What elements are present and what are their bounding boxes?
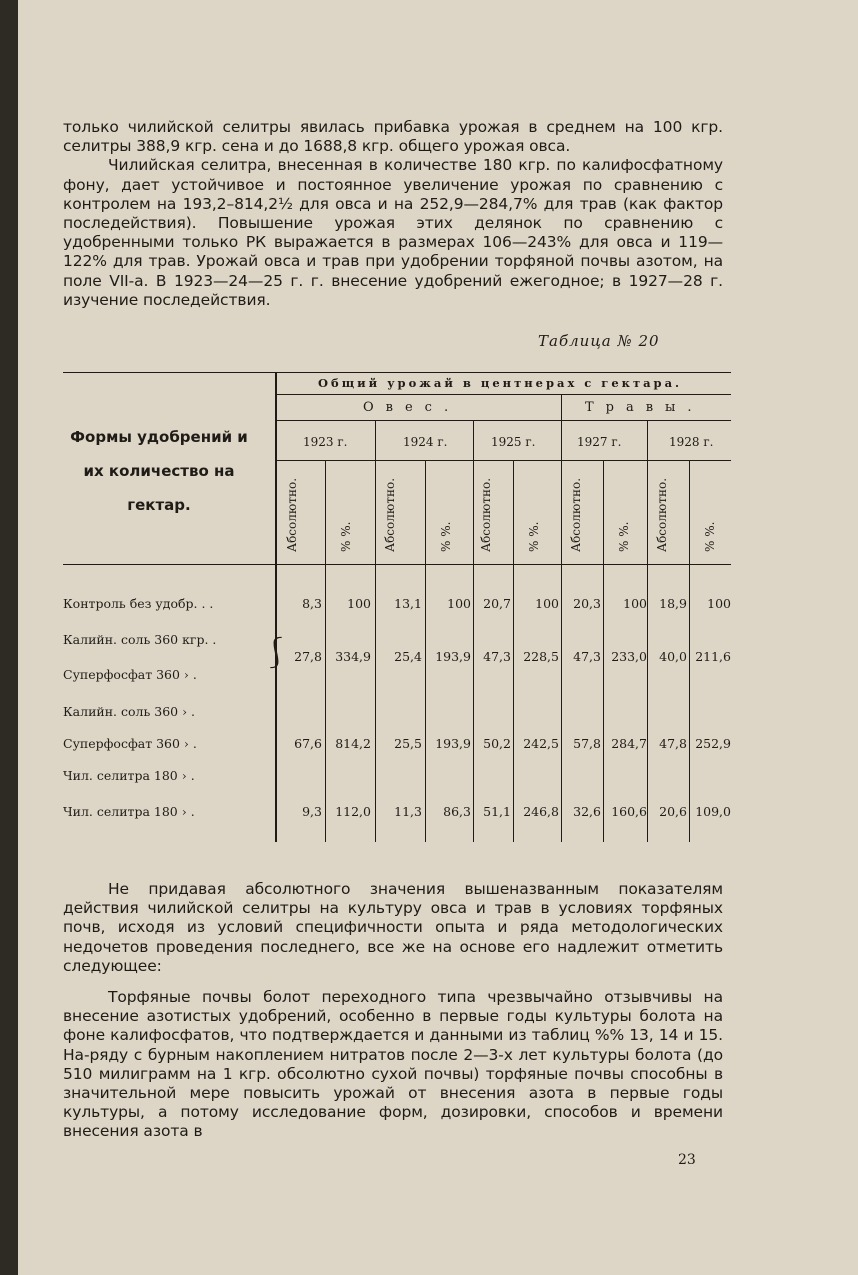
pct-header: % %.	[439, 521, 453, 552]
table-cell: 40,0	[659, 649, 687, 664]
brace: ⎰	[261, 636, 291, 671]
row-label: Калийн. соль 360 › .	[63, 704, 196, 719]
year-1923: 1923 г.	[303, 435, 348, 449]
table-cell: 334,9	[335, 649, 371, 664]
table-cell: 252,9	[695, 736, 731, 751]
table-cell: 160,6	[611, 804, 647, 819]
row-label: Суперфосфат 360 › .	[63, 736, 197, 751]
year-1927: 1927 г.	[577, 435, 622, 449]
paragraph-bottom-1: Не придавая абсолютного значения вышеназванным показателям действия чилийской селитры на культуру овса и трав в условиях торфяных почв, исходя из условий специфичности опыта и ряда методологических недочетов проведения последнего, все же на основе его надлежит отметить следующее:	[63, 880, 723, 975]
crop-rule	[275, 420, 731, 421]
paragraph-top-1: только чилийской селитры явилась прибавка урожая в среднем на 100 кгр. селитры 388,9 кгр. сена и до 1688,8 кгр. общего урожая овса.	[63, 118, 723, 156]
table-cell: 100	[447, 596, 471, 611]
table-cell: 100	[347, 596, 371, 611]
paragraph-bottom-2: Торфяные почвы болот переходного типа чрезвычайно отзывчивы на внесение азотистых удобрений, особенно в первые годы культуры болота на фоне калифосфатов, что подтверждается и данными из таблиц %% 13, 14 и 15. На-ряду с бурным накоплением нитратов после 2—3-х лет культуры болота (до 510 милиграмм на 1 кгр. обсолютно сухой почвы) торфяные почвы способны в значительной мере повысить урожай от внесения азота в первые годы культуры, а потому исследование форм, дозировки, способов и времени внесения азота в	[63, 988, 723, 1141]
grass-header: Травы.	[585, 400, 704, 415]
table-cell: 25,5	[394, 736, 422, 751]
table-cell: 100	[623, 596, 647, 611]
year-1928: 1928 г.	[669, 435, 714, 449]
abs-header: Абсолютно.	[285, 477, 299, 552]
table-cell: 18,9	[659, 596, 687, 611]
year-1924: 1924 г.	[403, 435, 448, 449]
year-divider	[647, 420, 648, 842]
table-cell: 11,3	[394, 804, 422, 819]
table-cell: 228,5	[523, 649, 559, 664]
abs-header: Абсолютно.	[479, 477, 493, 552]
pct-header: % %.	[703, 521, 717, 552]
table-cell: 211,6	[695, 649, 731, 664]
row-label: Суперфосфат 360 › .	[63, 667, 197, 682]
paragraph-top-2: Чилийская селитра, внесенная в количестве 180 кгр. по калифосфатному фону, дает устойчивое и постоянное увеличение урожая по сравнению с контролем на 193,2–814,2½ для овса и на 252,9—284,7% для трав (как фактор последействия). Повышение урожая этих делянок по сравнению с удобренными только РК выражается в размерах 106—243% для овса и 119—122% для трав. Урожай овса и трав при удобрении торфяной почвы азотом, на поле VII-а. В 1923—24—25 г. г. внесение удобрений ежегодное; в 1927—28 г. изучение последействия.	[63, 156, 723, 309]
table-cell: 47,8	[659, 736, 687, 751]
table-cell: 86,3	[443, 804, 471, 819]
year-rule	[275, 460, 731, 461]
pct-header: % %.	[617, 521, 631, 552]
table-cell: 67,6	[294, 736, 322, 751]
table-cell: 13,1	[394, 596, 422, 611]
table-cell: 20,7	[483, 596, 511, 611]
abs-header: Абсолютно.	[655, 477, 669, 552]
table-cell: 246,8	[523, 804, 559, 819]
table-cell: 109,0	[695, 804, 731, 819]
row-label: Контроль без удобр. . .	[63, 596, 214, 611]
table-cell: 193,9	[435, 649, 471, 664]
year-divider	[375, 420, 376, 842]
bottom-text	[63, 880, 723, 1142]
table-cell: 25,4	[394, 649, 422, 664]
oats-grass-divider	[561, 394, 562, 842]
table-caption: Таблица № 20	[538, 332, 660, 350]
top-text	[63, 118, 723, 310]
year-1925: 1925 г.	[491, 435, 536, 449]
table-cell: 27,8	[294, 649, 322, 664]
page-number: 23	[678, 1152, 696, 1168]
table-cell: 47,3	[573, 649, 601, 664]
table-top-rule	[63, 372, 731, 373]
table-cell: 57,8	[573, 736, 601, 751]
table-cell: 47,3	[483, 649, 511, 664]
table-cell: 233,0	[611, 649, 647, 664]
table-cell: 242,5	[523, 736, 559, 751]
abs-header: Абсолютно.	[383, 477, 397, 552]
table-cell: 100	[535, 596, 559, 611]
data-table	[63, 372, 731, 842]
table-cell: 20,6	[659, 804, 687, 819]
page	[18, 0, 858, 1275]
table-cell: 112,0	[335, 804, 371, 819]
table-cell: 193,9	[435, 736, 471, 751]
header-bottom-rule	[63, 564, 731, 565]
group-header: Общий урожай в центнерах с гектара.	[318, 376, 683, 390]
table-cell: 32,6	[573, 804, 601, 819]
pct-header: % %.	[527, 521, 541, 552]
table-cell: 51,1	[483, 804, 511, 819]
row-header: Формы удобрений и их количество на гектар.	[70, 428, 248, 514]
table-cell: 8,3	[302, 596, 322, 611]
year-divider	[473, 420, 474, 842]
pct-header: % %.	[339, 521, 353, 552]
table-cell: 50,2	[483, 736, 511, 751]
abs-header: Абсолютно.	[569, 477, 583, 552]
table-cell: 9,3	[302, 804, 322, 819]
table-cell: 20,3	[573, 596, 601, 611]
group-rule	[275, 394, 731, 395]
row-label: Чил. селитра 180 › .	[63, 804, 195, 819]
table-cell: 284,7	[611, 736, 647, 751]
oats-header: Овес.	[363, 400, 461, 415]
row-label: Калийн. соль 360 кгр. .	[63, 632, 217, 647]
table-cell: 814,2	[335, 736, 371, 751]
row-label: Чил. селитра 180 › .	[63, 768, 195, 783]
table-cell: 100	[707, 596, 731, 611]
